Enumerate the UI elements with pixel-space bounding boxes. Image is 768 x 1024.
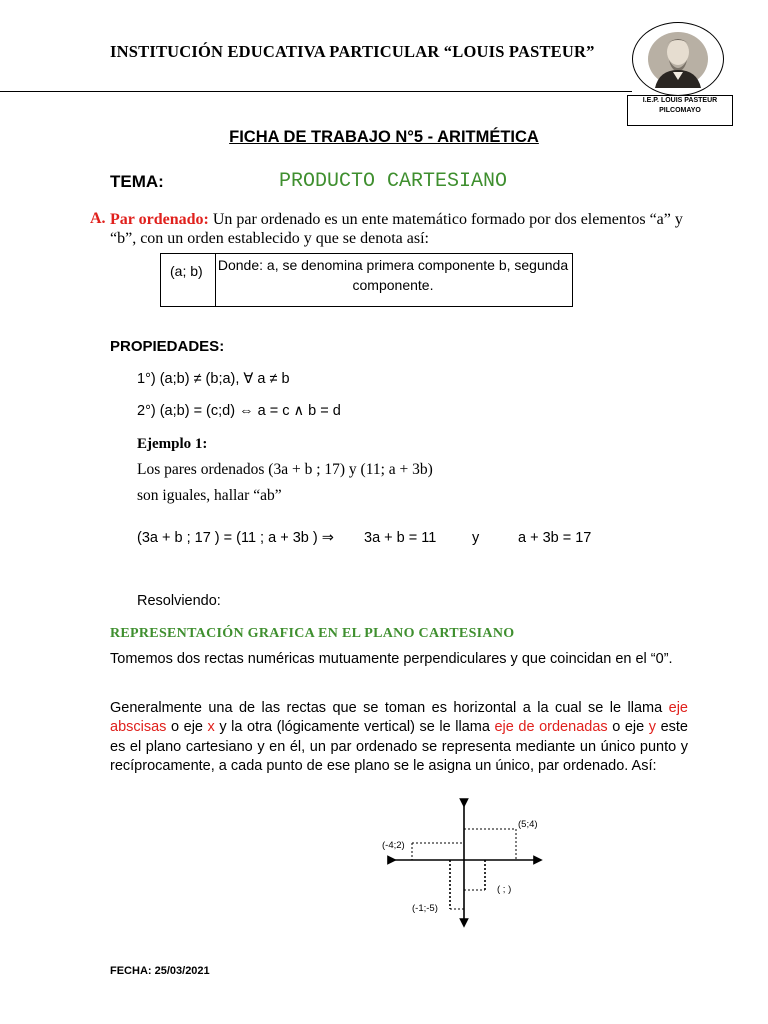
point-label: (-4;2) [382, 840, 405, 851]
graph-paragraph-2 [110, 699, 688, 776]
point-label: (5;4) [518, 819, 538, 830]
example-equation-left: (3a + b ; 17 ) = (11 ; a + 3b ) ⇒ [137, 530, 334, 546]
topic-label: TEMA: [110, 172, 164, 191]
logo-caption-box [627, 95, 733, 126]
graph-paragraph-1: Tomemos dos rectas numéricas mutuamente perpendiculares y que coincidan en el “0”. [110, 651, 673, 667]
point-label: ( ; ) [497, 884, 512, 895]
text-run: o eje [166, 719, 208, 736]
point-label: (-1;-5) [412, 903, 438, 914]
property-item: 2°) (a;b) = (c;d) ⇔ a = c ∧ b = d [137, 403, 341, 419]
section-a-term: Par ordenado: [110, 211, 209, 228]
term-x: x [207, 719, 215, 736]
term-y: y [648, 719, 657, 736]
example-equation-connector: y [472, 530, 480, 546]
definition-box-divider [215, 253, 216, 306]
example-title: Ejemplo 1: [137, 436, 208, 452]
school-name: INSTITUCIÓN EDUCATIVA PARTICULAR “LOUIS PASTEUR” [110, 42, 595, 61]
example-equation-1: 3a + b = 11 [364, 530, 437, 546]
text-run: o eje [607, 719, 649, 736]
properties-title: PROPIEDADES: [110, 338, 225, 355]
topic-value: PRODUCTO CARTESIANO [279, 170, 508, 193]
section-a-letter: A. [90, 210, 106, 227]
text-run: Generalmente una de las rectas que se toman es horizontal a la cual se le llama [110, 700, 669, 716]
logo-caption-line-2: PILCOMAYO [659, 107, 701, 114]
term-y-axis: eje de ordenadas [494, 719, 608, 736]
section-a-paragraph [110, 210, 690, 248]
logo-caption-line-1: I.E.P. LOUIS PASTEUR [642, 97, 718, 104]
graph-section-title: REPRESENTACIÓN GRAFICA EN EL PLANO CARTESIANO [110, 626, 515, 641]
definition-pair: (a; b) [170, 263, 203, 279]
term-x-axis: eje abscisas [110, 700, 688, 736]
text-run: y la otra (lógicamente vertical) se le llama [214, 719, 495, 736]
property-item: 1°) (a;b) ≠ (b;a), ∀ a ≠ b [137, 371, 290, 387]
definition-text: Donde: a, se denomina primera componente b, segunda componente. [217, 257, 569, 293]
cartesian-plane-diagram [370, 795, 550, 930]
example-statement-line-1: Los pares ordenados (3a + b ; 17) y (11; a + 3b) [137, 461, 433, 478]
header-rule [0, 91, 632, 92]
example-equation-2: a + 3b = 17 [518, 530, 592, 546]
section-a-text: Un par ordenado es un ente matemático formado por dos elementos “a” y “b”, con un orden establecido y que se denota así: [110, 211, 683, 247]
text-run: este es el plano cartesiano y en él, un par ordenado se representa mediante un único punto y recíprocamente, a cada punto de ese plano se le asigna un único, par ordenado. Así: [110, 719, 688, 774]
example-statement-line-2: son iguales, hallar “ab” [137, 487, 282, 504]
solving-label: Resolviendo: [137, 593, 221, 609]
portrait-icon [645, 30, 711, 88]
date-footer: FECHA: 25/03/2021 [110, 965, 210, 977]
sheet-title: FICHA DE TRABAJO N°5 - ARITMÉTICA [229, 128, 539, 146]
